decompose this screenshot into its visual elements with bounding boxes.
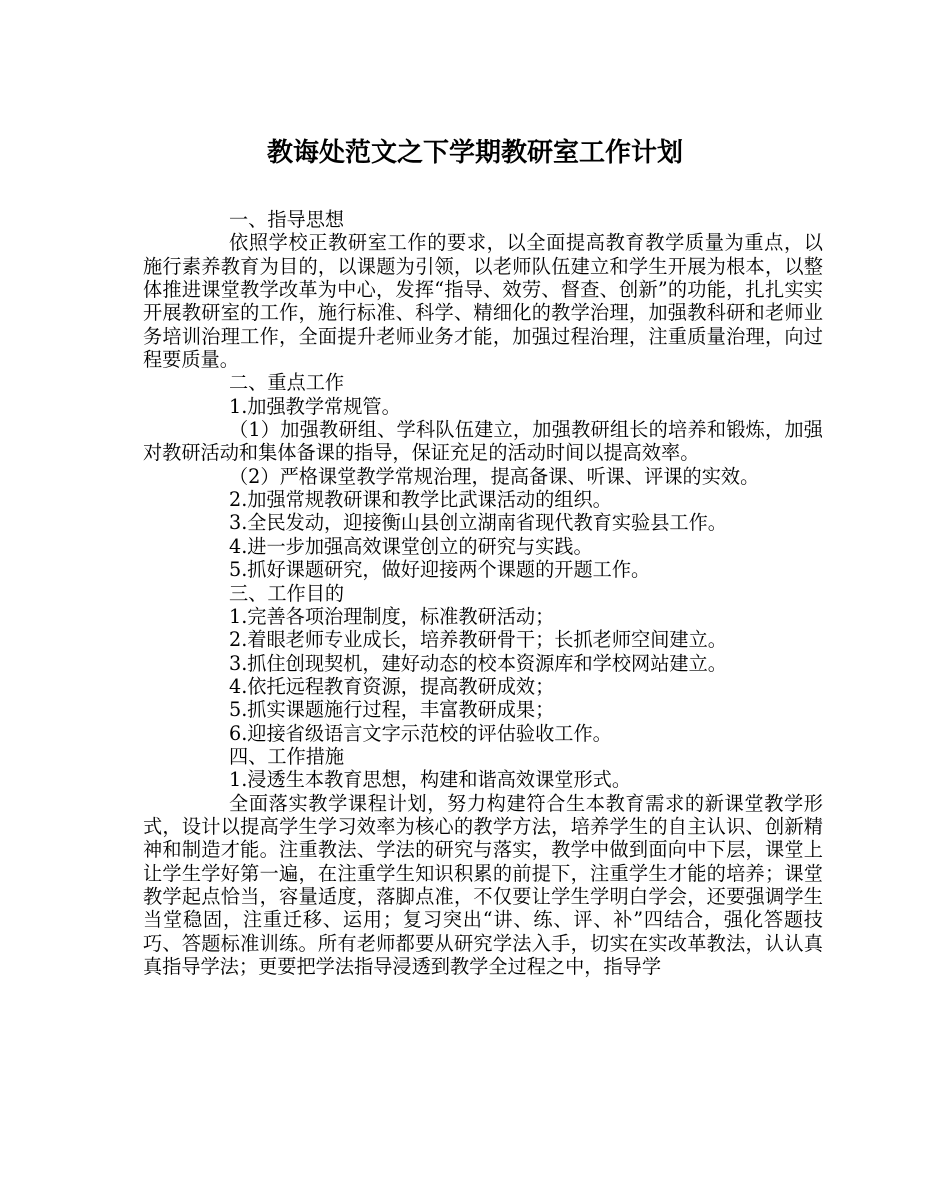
list-item: 3.全民发动，迎接衡山县创立湖南省现代教育实验县工作。 [229,511,727,535]
list-item: 1.浸透生本教育思想，构建和谐高效课堂形式。 [229,768,632,792]
document-body [143,208,823,978]
list-item: 5.抓好课题研究，做好迎接两个课题的开题工作。 [229,558,651,582]
list-item: 2.着眼老师专业成长，培养教研骨干；长抓老师空间建立。 [229,628,727,652]
section-heading: 四、工作措施 [229,744,345,768]
list-item: 4.进一步加强高效课堂创立的研究与实践。 [229,534,593,558]
list-item: 1.加强教学常规管。 [229,394,401,418]
section-heading: 二、重点工作 [229,371,345,395]
list-item: 4.依托远程教育资源，提高教研成效； [229,674,555,698]
list-item: 3.抓住创现契机，建好动态的校本资源库和学校网站建立。 [229,651,727,675]
list-item: 6.迎接省级语言文字示范校的评估验收工作。 [229,721,612,745]
list-item: 5.抓实课题施行过程，丰富教研成果； [229,698,555,722]
body-paragraph: 依照学校正教研室工作的要求，以全面提高教育教学质量为重点，以施行素养教育为目的，以课题为引领，以老师队伍建立和学生开展为根本，以整体推进课堂教学改革为中心，发挥“指导、效劳、督查、创新”的功能，扎扎实实开展教研室的工作，施行标准、科学、精细化的教学治理，加强教科研和老师业务培训治理工作，全面提升老师业务才能，加强过程治理，注重质量治理，向过程要质量。 [143,231,823,372]
section-heading: 一、指导思想 [229,208,345,231]
document-title: 教诲处范文之下学期教研室工作计划 [266,138,683,168]
body-paragraph: 全面落实教学课程计划，努力构建符合生本教育需求的新课堂教学形式，设计以提高学生学习效率为核心的教学方法，培养学生的自主认识、创新精神和制造才能。注重教法、学法的研究与落实，教学中做到面向中下层，课堂上让学生学好第一遍，在注重学生知识积累的前提下，注重学生才能的培养；课堂教学起点恰当，容量适度，落脚点准，不仅要让学生学明白学会，还要强调学生当堂稳固，注重迁移、运用；复习突出“讲、练、评、补”四结合，强化答题技巧、答题标准训练。所有老师都要从研究学法入手，切实在实改革教法，认认真真指导学法；更要把学法指导浸透到教学全过程之中，指导学 [143,791,823,978]
list-item: 1.完善各项治理制度，标准教研活动； [229,604,555,628]
section-heading: 三、工作目的 [229,581,345,605]
sub-list-item: （1）加强教研组、学科队伍建立，加强教研组长的培养和锻炼，加强对教研活动和集体备课的指导，保证充足的活动时间以提高效率。 [143,418,823,465]
list-item: 2.加强常规教研课和教学比武课活动的组织。 [229,488,612,512]
sub-list-item: （2）严格课堂教学常规治理，提高备课、听课、评课的实效。 [229,464,760,488]
